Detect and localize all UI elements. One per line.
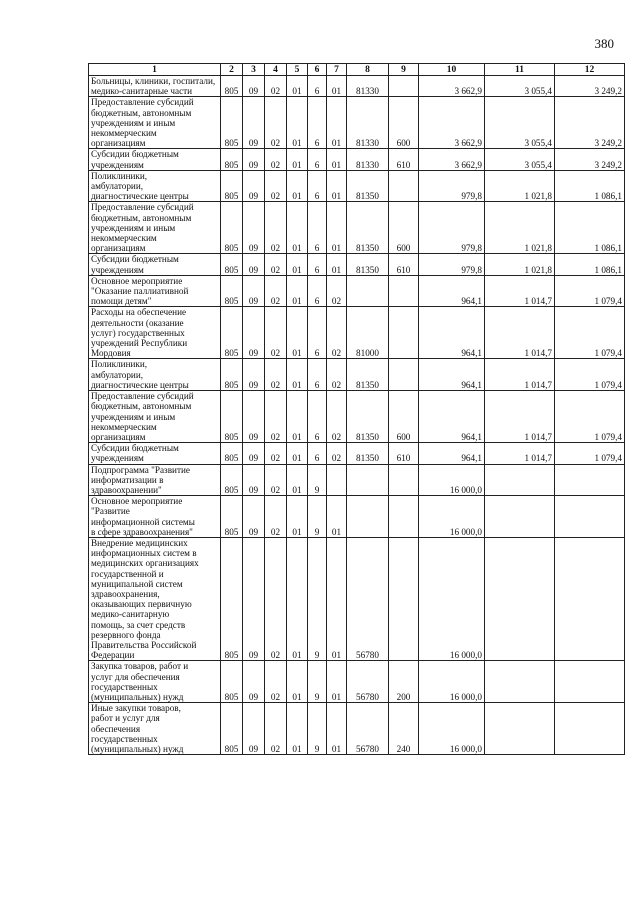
cell-col-3: 09 xyxy=(243,97,265,149)
cell-col-3: 09 xyxy=(243,76,265,97)
cell-col-4: 02 xyxy=(265,254,287,275)
cell-col-2: 805 xyxy=(221,307,243,359)
cell-col-7: 01 xyxy=(327,254,347,275)
cell-col-8: 81350 xyxy=(347,443,389,464)
cell-col-12: 1 079,4 xyxy=(555,359,625,391)
cell-col-8 xyxy=(347,275,389,307)
cell-col-3: 09 xyxy=(243,275,265,307)
cell-col-6: 6 xyxy=(308,359,327,391)
row-name: Основное мероприятие "Развитие информационной системы в сфере здравоохранения" xyxy=(89,496,221,538)
cell-col-9 xyxy=(389,359,419,391)
cell-col-12: 1 079,4 xyxy=(555,275,625,307)
row-name: Субсидии бюджетным учреждениям xyxy=(89,443,221,464)
cell-col-7: 02 xyxy=(327,391,347,443)
row-name: Расходы на обеспечение деятельности (оказание услуг) государственных учреждений Республики Мордовия xyxy=(89,307,221,359)
cell-col-3: 09 xyxy=(243,661,265,703)
row-name: Предоставление субсидий бюджетным, автономным учреждениям и иным некоммерческим организациям xyxy=(89,202,221,254)
cell-col-5: 01 xyxy=(287,443,308,464)
table-body xyxy=(89,76,625,755)
cell-col-6: 6 xyxy=(308,443,327,464)
cell-col-4: 02 xyxy=(265,97,287,149)
cell-col-6: 6 xyxy=(308,275,327,307)
budget-table xyxy=(88,63,625,755)
cell-col-3: 09 xyxy=(243,537,265,660)
cell-col-2: 805 xyxy=(221,149,243,170)
cell-col-2: 805 xyxy=(221,391,243,443)
cell-col-12: 1 079,4 xyxy=(555,391,625,443)
cell-col-10: 16 000,0 xyxy=(419,703,485,755)
cell-col-10: 979,8 xyxy=(419,202,485,254)
cell-col-9: 200 xyxy=(389,661,419,703)
cell-col-6: 6 xyxy=(308,149,327,170)
cell-col-3: 09 xyxy=(243,254,265,275)
cell-col-2: 805 xyxy=(221,254,243,275)
cell-col-9: 610 xyxy=(389,254,419,275)
cell-col-5: 01 xyxy=(287,254,308,275)
column-header-5: 5 xyxy=(287,64,308,76)
cell-col-9: 600 xyxy=(389,97,419,149)
cell-col-4: 02 xyxy=(265,391,287,443)
cell-col-10: 16 000,0 xyxy=(419,537,485,660)
row-name: Основное мероприятие "Оказание паллиативной помощи детям" xyxy=(89,275,221,307)
cell-col-10: 979,8 xyxy=(419,254,485,275)
cell-col-5: 01 xyxy=(287,537,308,660)
cell-col-6: 9 xyxy=(308,661,327,703)
cell-col-10: 964,1 xyxy=(419,391,485,443)
cell-col-8 xyxy=(347,496,389,538)
column-header-6: 6 xyxy=(308,64,327,76)
cell-col-11: 1 014,7 xyxy=(485,359,555,391)
cell-col-6: 6 xyxy=(308,170,327,202)
cell-col-7: 01 xyxy=(327,537,347,660)
cell-col-9 xyxy=(389,537,419,660)
header-row xyxy=(89,64,625,76)
cell-col-12: 1 086,1 xyxy=(555,170,625,202)
column-header-12: 12 xyxy=(555,64,625,76)
cell-col-10: 3 662,9 xyxy=(419,97,485,149)
cell-col-5: 01 xyxy=(287,275,308,307)
cell-col-10: 3 662,9 xyxy=(419,149,485,170)
cell-col-7: 01 xyxy=(327,496,347,538)
cell-col-9: 610 xyxy=(389,149,419,170)
table-row xyxy=(89,97,625,149)
cell-col-2: 805 xyxy=(221,76,243,97)
cell-col-4: 02 xyxy=(265,443,287,464)
cell-col-2: 805 xyxy=(221,202,243,254)
cell-col-11: 1 021,8 xyxy=(485,170,555,202)
cell-col-3: 09 xyxy=(243,464,265,496)
cell-col-5: 01 xyxy=(287,359,308,391)
table-row xyxy=(89,307,625,359)
cell-col-4: 02 xyxy=(265,496,287,538)
row-name: Больницы, клиники, госпитали, медико-санитарные части xyxy=(89,76,221,97)
cell-col-4: 02 xyxy=(265,359,287,391)
cell-col-2: 805 xyxy=(221,496,243,538)
cell-col-7 xyxy=(327,464,347,496)
cell-col-3: 09 xyxy=(243,391,265,443)
cell-col-6: 6 xyxy=(308,97,327,149)
cell-col-12: 1 086,1 xyxy=(555,202,625,254)
cell-col-10: 3 662,9 xyxy=(419,76,485,97)
table-row xyxy=(89,703,625,755)
cell-col-3: 09 xyxy=(243,170,265,202)
cell-col-4: 02 xyxy=(265,661,287,703)
cell-col-7: 01 xyxy=(327,170,347,202)
cell-col-5: 01 xyxy=(287,202,308,254)
cell-col-9 xyxy=(389,275,419,307)
cell-col-7: 02 xyxy=(327,443,347,464)
column-header-3: 3 xyxy=(243,64,265,76)
cell-col-12 xyxy=(555,464,625,496)
cell-col-6: 9 xyxy=(308,703,327,755)
cell-col-5: 01 xyxy=(287,76,308,97)
cell-col-6: 6 xyxy=(308,254,327,275)
row-name: Субсидии бюджетным учреждениям xyxy=(89,149,221,170)
row-name: Подпрограмма "Развитие информатизации в здравоохранении" xyxy=(89,464,221,496)
cell-col-11: 1 021,8 xyxy=(485,202,555,254)
cell-col-5: 01 xyxy=(287,391,308,443)
cell-col-12: 1 079,4 xyxy=(555,443,625,464)
cell-col-5: 01 xyxy=(287,661,308,703)
cell-col-10: 964,1 xyxy=(419,275,485,307)
cell-col-2: 805 xyxy=(221,275,243,307)
column-header-9: 9 xyxy=(389,64,419,76)
cell-col-7: 02 xyxy=(327,359,347,391)
column-header-8: 8 xyxy=(347,64,389,76)
cell-col-10: 964,1 xyxy=(419,307,485,359)
cell-col-12 xyxy=(555,537,625,660)
cell-col-2: 805 xyxy=(221,170,243,202)
table-row xyxy=(89,275,625,307)
cell-col-2: 805 xyxy=(221,97,243,149)
cell-col-12: 3 249,2 xyxy=(555,97,625,149)
cell-col-4: 02 xyxy=(265,703,287,755)
cell-col-9 xyxy=(389,76,419,97)
cell-col-7: 01 xyxy=(327,202,347,254)
table-row xyxy=(89,496,625,538)
cell-col-11: 3 055,4 xyxy=(485,97,555,149)
cell-col-8: 81000 xyxy=(347,307,389,359)
cell-col-7: 02 xyxy=(327,307,347,359)
cell-col-8: 81350 xyxy=(347,202,389,254)
cell-col-8: 81330 xyxy=(347,149,389,170)
cell-col-7: 02 xyxy=(327,275,347,307)
row-name: Субсидии бюджетным учреждениям xyxy=(89,254,221,275)
cell-col-3: 09 xyxy=(243,202,265,254)
cell-col-4: 02 xyxy=(265,307,287,359)
cell-col-12: 3 249,2 xyxy=(555,76,625,97)
cell-col-9 xyxy=(389,307,419,359)
cell-col-9 xyxy=(389,464,419,496)
table-row xyxy=(89,76,625,97)
column-header-7: 7 xyxy=(327,64,347,76)
cell-col-8: 81350 xyxy=(347,359,389,391)
table-row xyxy=(89,391,625,443)
cell-col-4: 02 xyxy=(265,149,287,170)
cell-col-11: 3 055,4 xyxy=(485,76,555,97)
cell-col-6: 6 xyxy=(308,202,327,254)
row-name: Иные закупки товаров, работ и услуг для обеспечения государственных (муниципальных) нужд xyxy=(89,703,221,755)
cell-col-4: 02 xyxy=(265,464,287,496)
cell-col-10: 979,8 xyxy=(419,170,485,202)
cell-col-6: 9 xyxy=(308,537,327,660)
cell-col-7: 01 xyxy=(327,149,347,170)
cell-col-4: 02 xyxy=(265,202,287,254)
cell-col-8: 81350 xyxy=(347,254,389,275)
cell-col-2: 805 xyxy=(221,464,243,496)
table-row xyxy=(89,170,625,202)
cell-col-10: 16 000,0 xyxy=(419,464,485,496)
cell-col-9: 600 xyxy=(389,391,419,443)
cell-col-2: 805 xyxy=(221,703,243,755)
cell-col-8: 81350 xyxy=(347,391,389,443)
cell-col-5: 01 xyxy=(287,149,308,170)
cell-col-8: 56780 xyxy=(347,661,389,703)
cell-col-5: 01 xyxy=(287,496,308,538)
table-row xyxy=(89,254,625,275)
column-header-2: 2 xyxy=(221,64,243,76)
cell-col-11 xyxy=(485,703,555,755)
cell-col-7: 01 xyxy=(327,97,347,149)
cell-col-4: 02 xyxy=(265,537,287,660)
cell-col-3: 09 xyxy=(243,307,265,359)
row-name: Поликлиники, амбулатории, диагностические центры xyxy=(89,170,221,202)
cell-col-5: 01 xyxy=(287,170,308,202)
cell-col-5: 01 xyxy=(287,97,308,149)
row-name: Предоставление субсидий бюджетным, автономным учреждениям и иным некоммерческим организациям xyxy=(89,391,221,443)
cell-col-4: 02 xyxy=(265,76,287,97)
cell-col-8: 81330 xyxy=(347,76,389,97)
cell-col-7: 01 xyxy=(327,661,347,703)
cell-col-6: 6 xyxy=(308,391,327,443)
cell-col-12: 1 079,4 xyxy=(555,307,625,359)
cell-col-5: 01 xyxy=(287,464,308,496)
cell-col-3: 09 xyxy=(243,496,265,538)
table-row xyxy=(89,464,625,496)
cell-col-9: 240 xyxy=(389,703,419,755)
cell-col-4: 02 xyxy=(265,170,287,202)
cell-col-4: 02 xyxy=(265,275,287,307)
cell-col-11: 3 055,4 xyxy=(485,149,555,170)
table-row xyxy=(89,202,625,254)
table-row xyxy=(89,443,625,464)
row-name: Предоставление субсидий бюджетным, автономным учреждениям и иным некоммерческим организациям xyxy=(89,97,221,149)
column-header-10: 10 xyxy=(419,64,485,76)
table-row xyxy=(89,537,625,660)
cell-col-6: 6 xyxy=(308,307,327,359)
cell-col-2: 805 xyxy=(221,443,243,464)
cell-col-6: 9 xyxy=(308,496,327,538)
row-name: Внедрение медицинских информационных систем в медицинских организациях государственной и муниципальной систем здравоохранения, оказывающих первичную медико-санитарную помощь, за счет средств резервного фонда Правительства Российской Федерации xyxy=(89,537,221,660)
cell-col-7: 01 xyxy=(327,76,347,97)
column-header-11: 11 xyxy=(485,64,555,76)
table-row xyxy=(89,359,625,391)
cell-col-12: 3 249,2 xyxy=(555,149,625,170)
cell-col-9 xyxy=(389,496,419,538)
cell-col-11: 1 014,7 xyxy=(485,391,555,443)
cell-col-11 xyxy=(485,537,555,660)
cell-col-12: 1 086,1 xyxy=(555,254,625,275)
cell-col-11: 1 021,8 xyxy=(485,254,555,275)
row-name: Поликлиники, амбулатории, диагностические центры xyxy=(89,359,221,391)
cell-col-2: 805 xyxy=(221,537,243,660)
row-name: Закупка товаров, работ и услуг для обеспечения государственных (муниципальных) нужд xyxy=(89,661,221,703)
cell-col-11: 1 014,7 xyxy=(485,275,555,307)
cell-col-11 xyxy=(485,464,555,496)
cell-col-10: 964,1 xyxy=(419,359,485,391)
cell-col-2: 805 xyxy=(221,359,243,391)
cell-col-9 xyxy=(389,170,419,202)
cell-col-7: 01 xyxy=(327,703,347,755)
cell-col-9: 600 xyxy=(389,202,419,254)
cell-col-12 xyxy=(555,703,625,755)
cell-col-10: 964,1 xyxy=(419,443,485,464)
cell-col-12 xyxy=(555,661,625,703)
cell-col-8: 81330 xyxy=(347,97,389,149)
cell-col-11: 1 014,7 xyxy=(485,443,555,464)
column-header-4: 4 xyxy=(265,64,287,76)
cell-col-3: 09 xyxy=(243,443,265,464)
cell-col-8: 56780 xyxy=(347,703,389,755)
cell-col-5: 01 xyxy=(287,703,308,755)
cell-col-8 xyxy=(347,464,389,496)
cell-col-11: 1 014,7 xyxy=(485,307,555,359)
cell-col-10: 16 000,0 xyxy=(419,661,485,703)
cell-col-8: 56780 xyxy=(347,537,389,660)
cell-col-6: 9 xyxy=(308,464,327,496)
cell-col-11 xyxy=(485,661,555,703)
table-row xyxy=(89,149,625,170)
cell-col-9: 610 xyxy=(389,443,419,464)
cell-col-12 xyxy=(555,496,625,538)
cell-col-11 xyxy=(485,496,555,538)
cell-col-10: 16 000,0 xyxy=(419,496,485,538)
cell-col-3: 09 xyxy=(243,359,265,391)
page-number: 380 xyxy=(594,36,614,51)
cell-col-6: 6 xyxy=(308,76,327,97)
table-row xyxy=(89,661,625,703)
cell-col-2: 805 xyxy=(221,661,243,703)
cell-col-8: 81350 xyxy=(347,170,389,202)
cell-col-3: 09 xyxy=(243,149,265,170)
cell-col-3: 09 xyxy=(243,703,265,755)
cell-col-5: 01 xyxy=(287,307,308,359)
column-header-1: 1 xyxy=(89,64,221,76)
